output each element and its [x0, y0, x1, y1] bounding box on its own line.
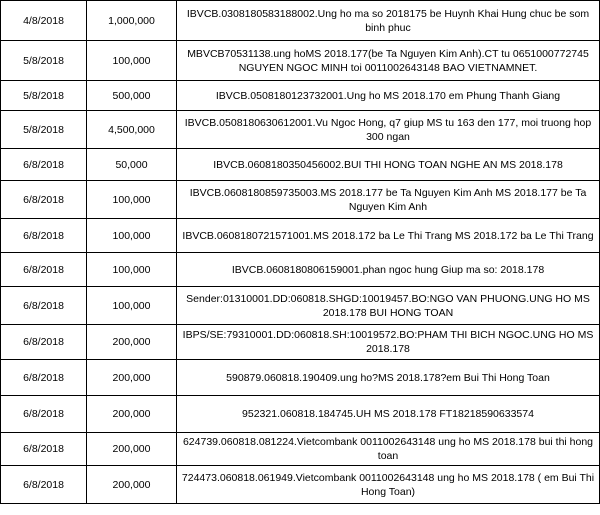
table-row: [1, 396, 600, 433]
amount-cell: 100,000: [87, 219, 177, 253]
table-row: [1, 41, 600, 81]
date-cell: 6/8/2018: [1, 181, 87, 219]
date-cell: 4/8/2018: [1, 1, 87, 41]
date-cell: 6/8/2018: [1, 360, 87, 396]
date-cell: 6/8/2018: [1, 466, 87, 504]
date-cell: 5/8/2018: [1, 41, 87, 81]
description-cell: MBVCB70531138.ung hoMS 2018.177(be Ta Nguyen Kim Anh).CT tu 0651000772745 NGUYEN NGOC MINH toi 0011002643148 BAO VIETNAMNET.: [177, 41, 600, 81]
table-row: [1, 111, 600, 149]
amount-cell: 100,000: [87, 41, 177, 81]
amount-cell: 1,000,000: [87, 1, 177, 41]
donation-table-body: [1, 1, 600, 504]
amount-cell: 200,000: [87, 466, 177, 504]
amount-cell: 50,000: [87, 149, 177, 181]
description-cell: IBVCB.0508180630612001.Vu Ngoc Hong, q7 giup MS tu 163 den 177, moi truong hop 300 ngan: [177, 111, 600, 149]
table-row: [1, 466, 600, 504]
date-cell: 6/8/2018: [1, 149, 87, 181]
table-row: [1, 433, 600, 466]
description-cell: 590879.060818.190409.ung ho?MS 2018.178?em Bui Thi Hong Toan: [177, 360, 600, 396]
description-cell: IBVCB.0608180806159001.phan ngoc hung Giup ma so: 2018.178: [177, 253, 600, 287]
date-cell: 6/8/2018: [1, 219, 87, 253]
amount-cell: 4,500,000: [87, 111, 177, 149]
date-cell: 6/8/2018: [1, 433, 87, 466]
table-row: [1, 181, 600, 219]
table-row: [1, 81, 600, 111]
date-cell: 6/8/2018: [1, 325, 87, 360]
description-cell: IBVCB.0608180350456002.BUI THI HONG TOAN NGHE AN MS 2018.178: [177, 149, 600, 181]
date-cell: 6/8/2018: [1, 253, 87, 287]
date-cell: 6/8/2018: [1, 396, 87, 433]
date-cell: 5/8/2018: [1, 81, 87, 111]
table-row: [1, 325, 600, 360]
description-cell: Sender:01310001.DD:060818.SHGD:10019457.BO:NGO VAN PHUONG.UNG HO MS 2018.178 BUI HONG TOAN: [177, 287, 600, 325]
description-cell: 952321.060818.184745.UH MS 2018.178 FT18218590633574: [177, 396, 600, 433]
description-cell: IBVCB.0608180721571001.MS 2018.172 ba Le Thi Trang MS 2018.172 ba Le Thi Trang: [177, 219, 600, 253]
table-row: [1, 149, 600, 181]
table-row: [1, 219, 600, 253]
amount-cell: 200,000: [87, 360, 177, 396]
date-cell: 5/8/2018: [1, 111, 87, 149]
description-cell: IBPS/SE:79310001.DD:060818.SH:10019572.BO:PHAM THI BICH NGOC.UNG HO MS 2018.178: [177, 325, 600, 360]
table-row: [1, 253, 600, 287]
description-cell: IBVCB.0508180123732001.Ung ho MS 2018.170 em Phung Thanh Giang: [177, 81, 600, 111]
table-row: [1, 1, 600, 41]
amount-cell: 100,000: [87, 181, 177, 219]
date-cell: 6/8/2018: [1, 287, 87, 325]
table-row: [1, 287, 600, 325]
description-cell: 724473.060818.061949.Vietcombank 0011002643148 ung ho MS 2018.178 ( em Bui Thi Hong Toan): [177, 466, 600, 504]
description-cell: IBVCB.0608180859735003.MS 2018.177 be Ta Nguyen Kim Anh MS 2018.177 be Ta Nguyen Kim Anh: [177, 181, 600, 219]
description-cell: 624739.060818.081224.Vietcombank 0011002643148 ung ho MS 2018.178 bui thi hong toan: [177, 433, 600, 466]
amount-cell: 100,000: [87, 253, 177, 287]
amount-cell: 500,000: [87, 81, 177, 111]
table-row: [1, 360, 600, 396]
amount-cell: 200,000: [87, 433, 177, 466]
description-cell: IBVCB.0308180583188002.Ung ho ma so 2018175 be Huynh Khai Hung chuc be som binh phuc: [177, 1, 600, 41]
amount-cell: 100,000: [87, 287, 177, 325]
amount-cell: 200,000: [87, 325, 177, 360]
amount-cell: 200,000: [87, 396, 177, 433]
